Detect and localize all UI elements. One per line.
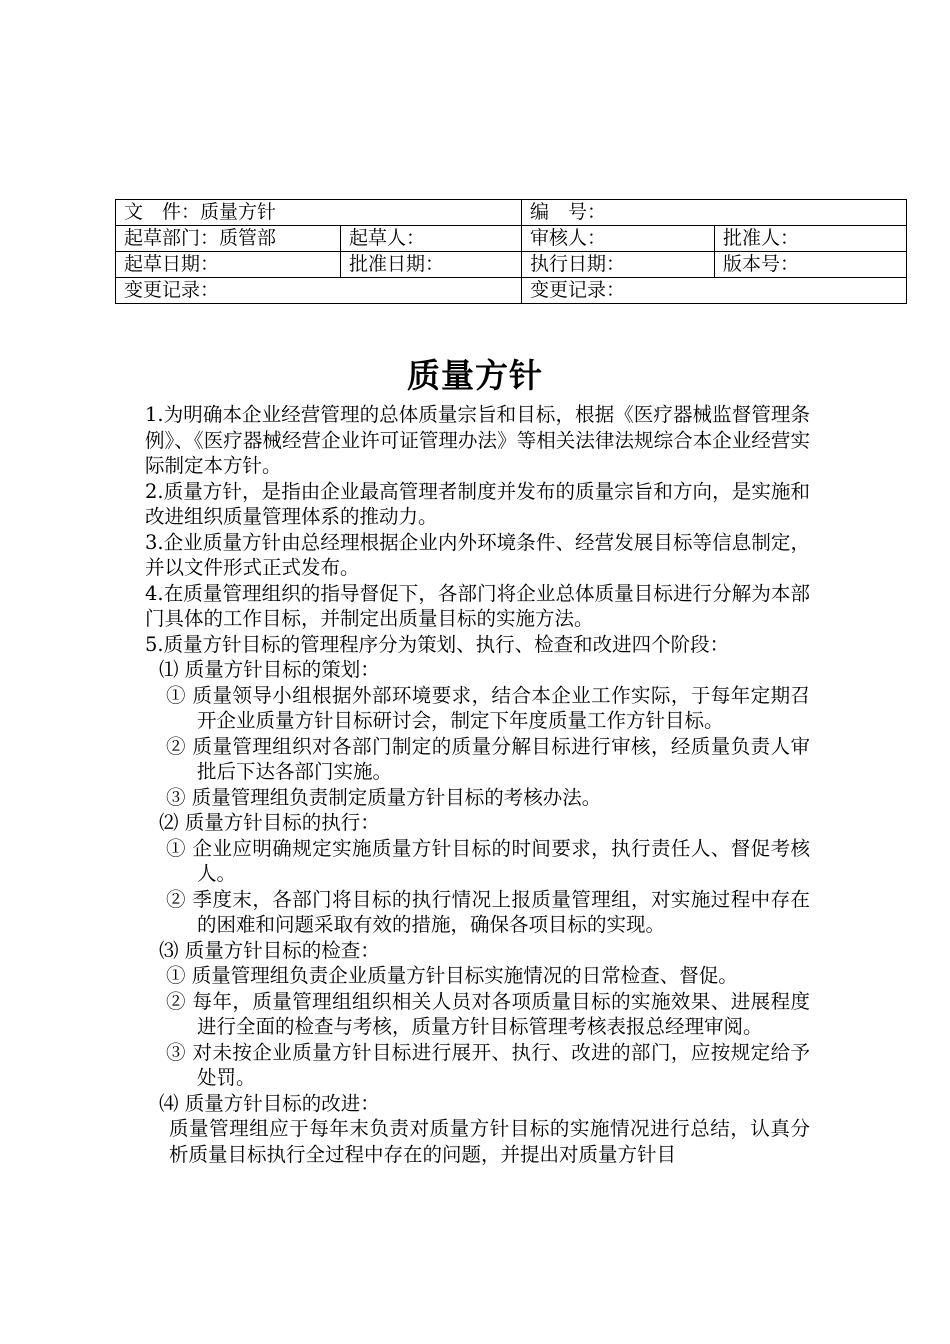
table-row	[116, 278, 907, 304]
list-item: ② 每年，质量管理组组织相关人员对各项质量目标的实施效果、进展程度进行全面的检查与考核，质量方针目标管理考核表报总经理审阅。	[166, 989, 810, 1038]
section-heading-planning: ⑴ 质量方针目标的策划：	[159, 658, 380, 681]
draft-department-cell: 起草部门：质管部	[116, 226, 341, 252]
draft-date-cell: 起草日期：	[116, 252, 341, 278]
paragraph-5: 5.质量方针目标的管理程序分为策划、执行、检查和改进四个阶段：	[145, 632, 730, 656]
file-name-cell: 文 件：质量方针	[116, 200, 522, 226]
approver-cell: 批准人：	[715, 226, 907, 252]
document-control-table	[115, 199, 907, 304]
list-item: ① 企业应明确规定实施质量方针目标的时间要求，执行责任人、督促考核人。	[166, 836, 810, 885]
paragraph-3: 3.企业质量方针由总经理根据企业内外环境条件、经营发展目标等信息制定，并以文件形式正式发布。	[145, 530, 810, 579]
reviewer-cell: 审核人：	[522, 226, 715, 252]
list-item: ③ 对未按企业质量方针目标进行展开、执行、改进的部门，应按规定给予处罚。	[166, 1040, 810, 1089]
table-row	[116, 200, 907, 226]
list-item: ① 质量领导小组根据外部环境要求，结合本企业工作实际，于每年定期召开企业质量方针目标研讨会，制定下年度质量工作方针目标。	[166, 683, 810, 732]
list-item: ③ 质量管理组负责制定质量方针目标的考核办法。	[166, 785, 602, 809]
table-row	[116, 226, 907, 252]
list-item: ② 季度末，各部门将目标的执行情况上报质量管理组，对实施过程中存在的困难和问题采取有效的措施，确保各项目标的实现。	[166, 887, 810, 936]
paragraph-1: 1.为明确本企业经营管理的总体质量宗旨和目标，根据《医疗器械监督管理条例》、《医疗器械经营企业许可证管理办法》等相关法律法规综合本企业经营实际制定本方针。	[145, 403, 810, 477]
section-heading-execution: ⑵ 质量方针目标的执行：	[159, 811, 380, 834]
paragraph-2: 2.质量方针，是指由企业最高管理者制度并发布的质量宗旨和方向，是实施和改进组织质量管理体系的推动力。	[145, 479, 810, 528]
approval-date-cell: 批准日期：	[341, 252, 522, 278]
document-title: 质量方针	[407, 356, 543, 395]
list-item: ② 质量管理组织对各部门制定的质量分解目标进行审核，经质量负责人审批后下达各部门实施。	[166, 734, 810, 783]
table-row	[116, 252, 907, 278]
document-number-cell: 编 号：	[522, 200, 907, 226]
version-cell: 版本号：	[715, 252, 907, 278]
drafter-cell: 起草人：	[341, 226, 522, 252]
change-record-cell: 变更记录：	[522, 278, 907, 304]
section-heading-inspection: ⑶ 质量方针目标的检查：	[159, 938, 380, 962]
change-record-cell: 变更记录：	[116, 278, 522, 304]
improvement-text: 质量管理组应于每年末负责对质量方针目标的实施情况进行总结，认真分析质量目标执行全过程中存在的问题，并提出对质量方针目	[169, 1117, 810, 1166]
paragraph-4: 4.在质量管理组织的指导督促下，各部门将企业总体质量目标进行分解为本部门具体的工作目标，并制定出质量目标的实施方法。	[145, 581, 810, 630]
list-item: ① 质量管理组负责企业质量方针目标实施情况的日常检查、督促。	[166, 964, 738, 987]
execution-date-cell: 执行日期：	[522, 252, 715, 278]
document-body	[145, 402, 810, 1167]
section-heading-improvement: ⑷ 质量方针目标的改进：	[159, 1091, 380, 1115]
